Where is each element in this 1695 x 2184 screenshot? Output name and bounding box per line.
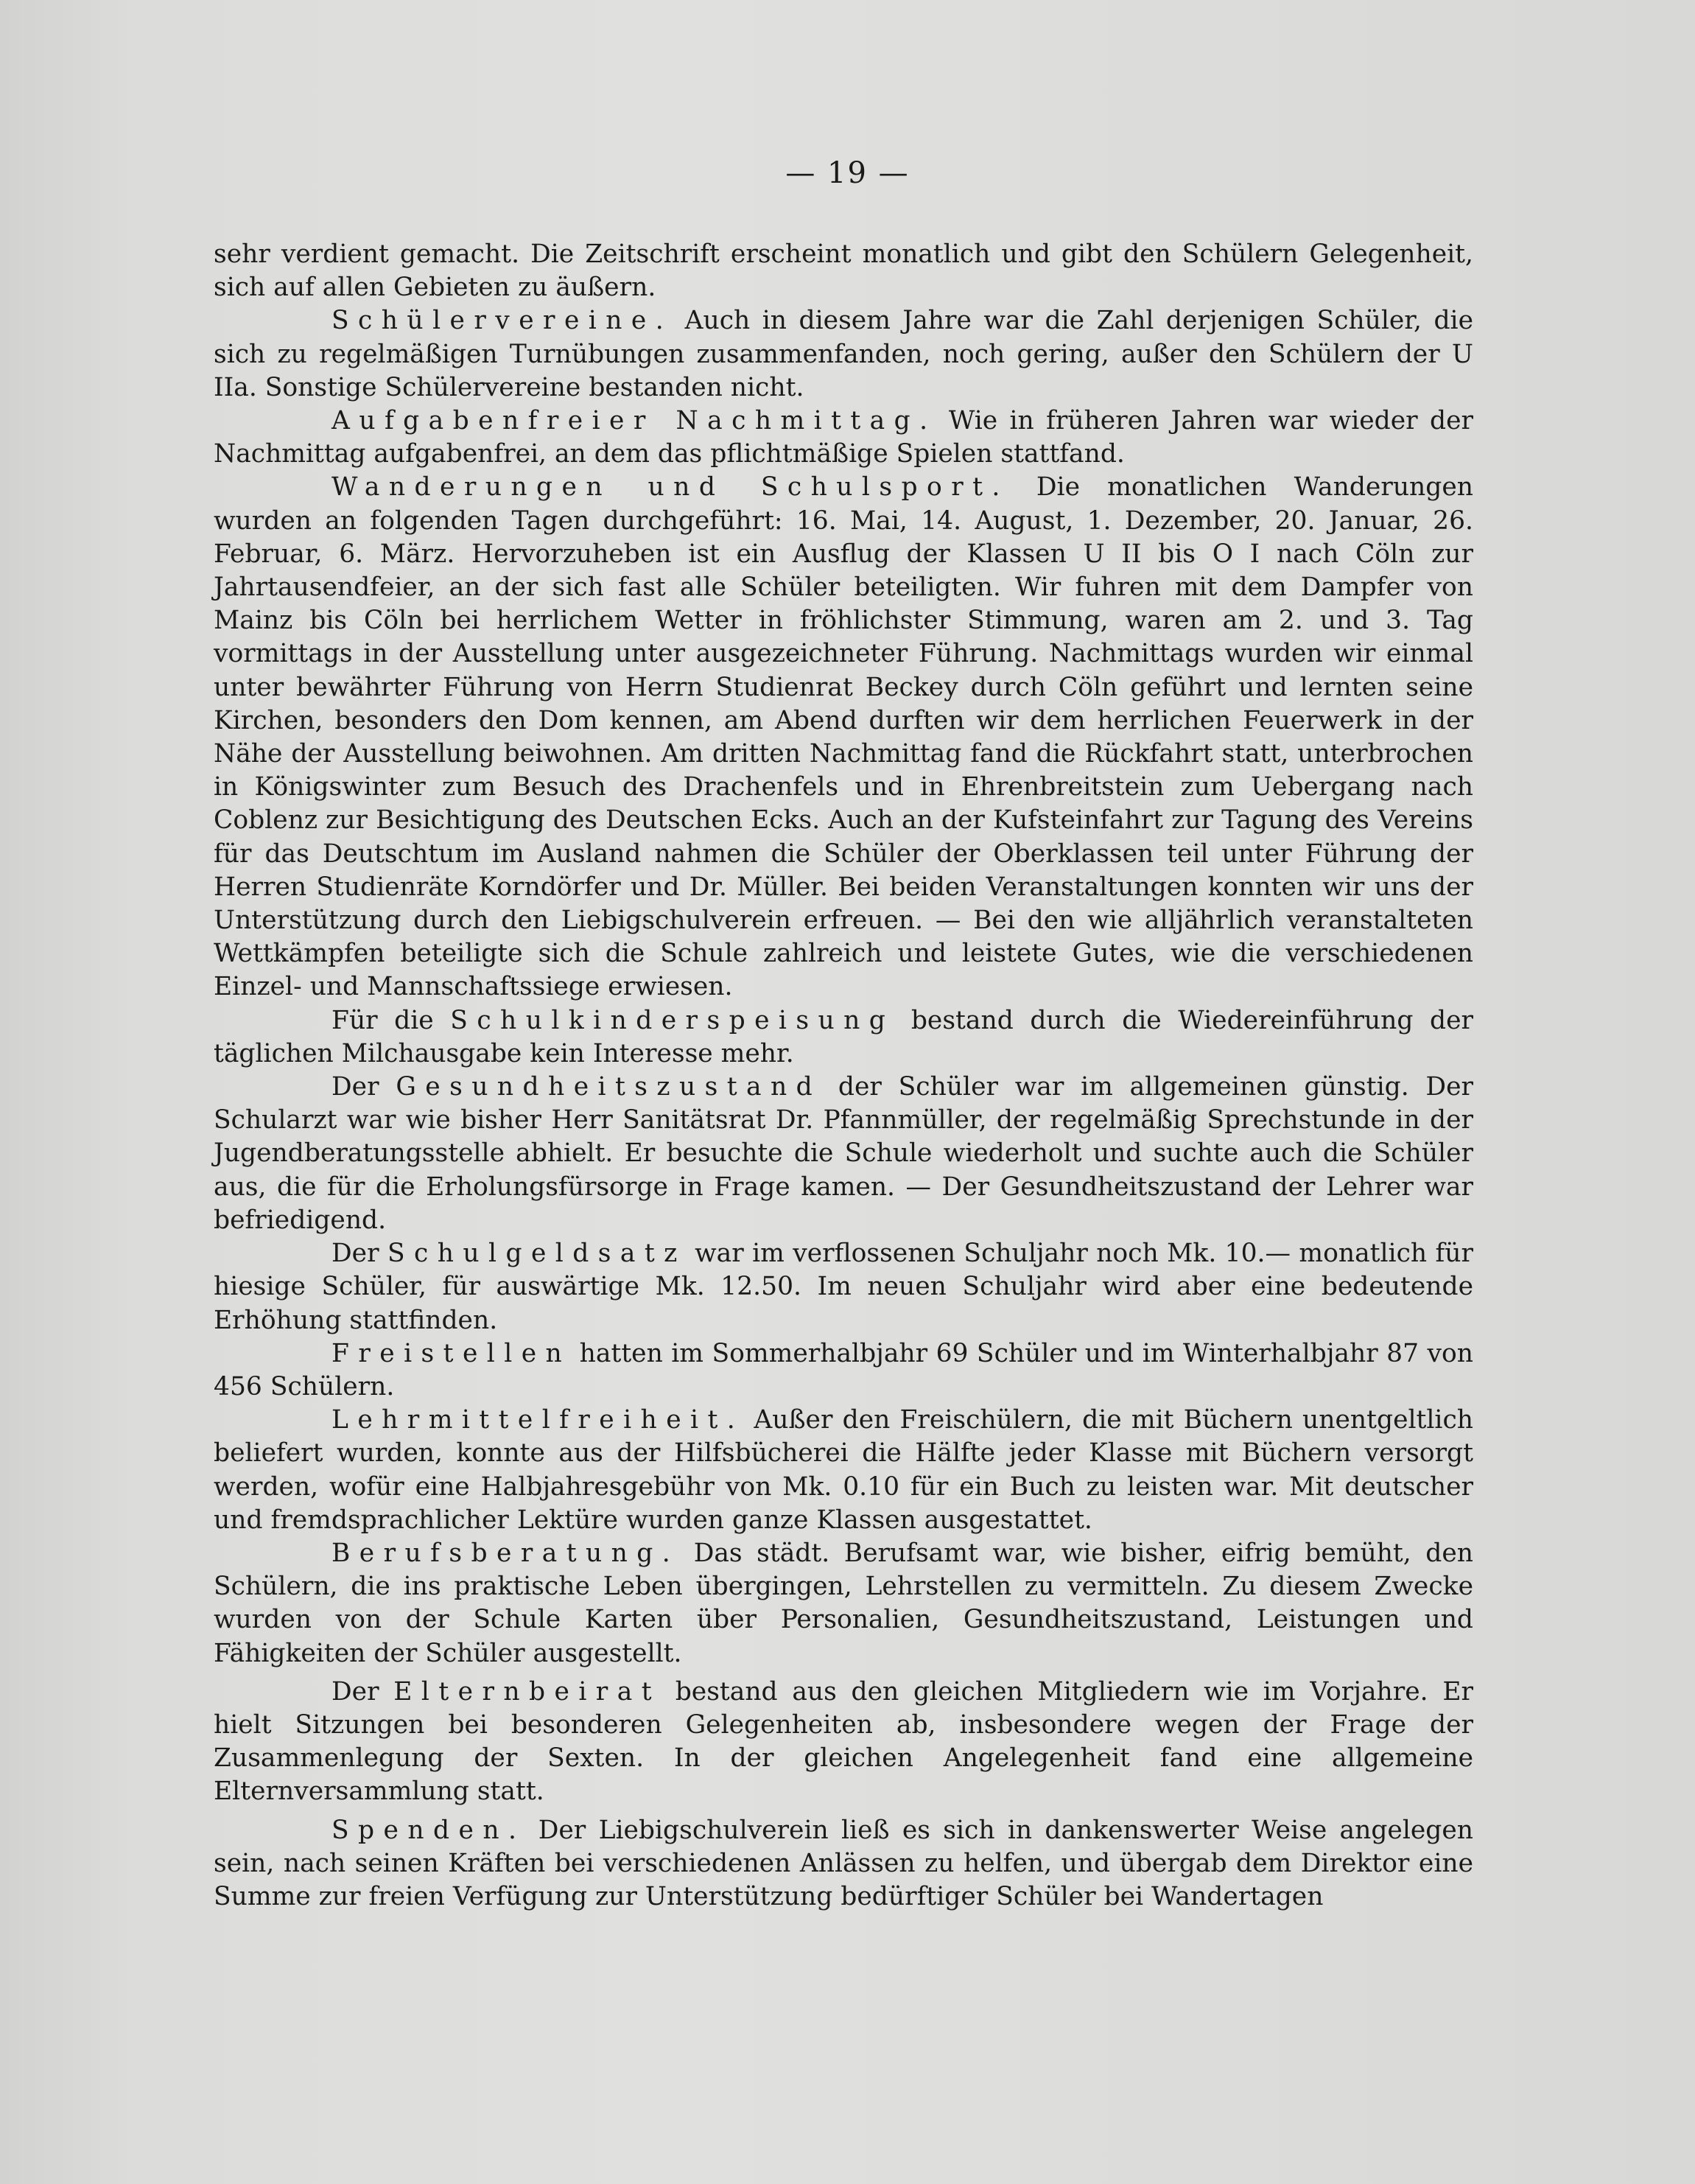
paragraph-prefix: Für die — [331, 1005, 451, 1035]
paragraph-prefix: Der — [331, 1239, 387, 1269]
paragraph-prefix: Der — [331, 1072, 396, 1102]
section-heading: Schülervereine. — [331, 306, 673, 336]
paragraph-lehrmittelfreiheit — [214, 1404, 1473, 1537]
section-heading: Schulkinderspeisung — [450, 1005, 895, 1035]
paragraph-text: der Schüler war im allgemeinen günstig. Der Schularzt war wie bisher Herr Sanitätsrat Dr. Pfannmüller, der regelmäßig Sprechstunde in der Jugendberatungsstelle abhielt. Er besuchte die Schule wiederholt und suchte auch die Schüler aus, die für die Erholungsfürsorge in Frage kamen. — Der Gesundheitszustand der Lehrer war befriedigend. — [214, 1072, 1473, 1235]
section-heading: Wanderungen und Schulsport. — [331, 472, 1009, 503]
section-heading: Gesundheitszustand — [396, 1072, 822, 1102]
paragraph-elternbeirat — [214, 1676, 1473, 1809]
section-heading: Elternbeirat — [393, 1676, 661, 1707]
section-heading: Berufsberatung. — [331, 1538, 680, 1568]
paragraph-schulgeldsatz — [214, 1237, 1473, 1337]
section-heading: Lehrmittelfreiheit. — [331, 1405, 745, 1435]
paragraph-spenden — [214, 1814, 1473, 1914]
body-text — [214, 238, 1473, 1914]
paragraph-text: Auch in diesem Jahre war die Zahl derjenigen Schüler, die sich zu regelmäßigen Turnübungen zusammenfanden, noch gering, außer den Schülern der U IIa. Sonstige Schülervereine bestanden nicht. — [214, 306, 1473, 402]
paragraph-aufgabenfreier-nachmittag — [214, 405, 1473, 471]
paragraph-text: war im verflossenen Schuljahr noch Mk. 10.— monatlich für hiesige Schüler, für auswärtige Mk. 12.50. Im neuen Schuljahr wird aber eine bedeutende Erhöhung stattfinden. — [214, 1239, 1473, 1335]
paragraph-text: bestand durch die Wiedereinführung der täglichen Milchausgabe kein Interesse mehr. — [214, 1005, 1473, 1068]
paragraph-gesundheitszustand — [214, 1071, 1473, 1237]
paragraph-schulkinderspeisung — [214, 1004, 1473, 1071]
page-number: — 19 — — [785, 156, 910, 190]
paragraph-wanderungen — [214, 471, 1473, 1004]
paragraph-text: hatten im Sommerhalbjahr 69 Schüler und im Winterhalbjahr 87 von 456 Schülern. — [214, 1338, 1473, 1401]
paragraph-text: Der Liebigschulverein ließ es sich in dankenswerter Weise angelegen sein, nach seinen Kräften bei verschiedenen Anlässen zu helfen, und übergab dem Direktor eine Summe zur freien Verfügung zur Unterstützung bedürftiger Schüler bei Wandertagen — [214, 1815, 1473, 1911]
section-heading: Spenden. — [331, 1815, 526, 1845]
paragraph-berufsberatung — [214, 1537, 1473, 1670]
paragraph-text: bestand aus den gleichen Mitgliedern wie im Vorjahre. Er hielt Sitzungen bei besonderen Gelegenheiten ab, insbesondere wegen der Frage der Zusammenlegung der Sexten. In der gleichen Angelegenheit fand eine allgemeine Elternversammlung statt. — [214, 1676, 1473, 1807]
paragraph-freistellen — [214, 1337, 1473, 1404]
paragraph-text: Das städt. Berufsamt war, wie bisher, eifrig bemüht, den Schülern, die ins praktische Leben übergingen, Lehrstellen zu vermitteln. Zu diesem Zwecke wurden von der Schule Karten über Personalien, Gesundheitszustand, Leistungen und Fähigkeiten der Schüler ausgestellt. — [214, 1538, 1473, 1668]
paragraph-text: sehr verdient gemacht. Die Zeitschrift erscheint monatlich und gibt den Schülern Gelegenheit, sich auf allen Gebieten zu äußern. — [214, 239, 1473, 303]
paragraph-text: Wie in früheren Jahren war wieder der Nachmittag aufgabenfrei, an dem das pflichtmäßige Spielen stattfand. — [214, 406, 1473, 469]
section-heading: Freistellen — [331, 1338, 572, 1368]
section-heading: Aufgabenfreier Nachmittag. — [331, 406, 937, 436]
section-heading: Schulgeldsatz — [387, 1239, 687, 1269]
paragraph-prefix: Der — [331, 1676, 394, 1707]
paragraph-text: Die monatlichen Wanderungen wurden an folgenden Tagen durchgeführt: 16. Mai, 14. August, 1. Dezember, 20. Januar, 26. Februar, 6. März. Hervorzuheben ist ein Ausflug der Klassen U II bis O I nach Cöln zur Jahrtausendfeier, an der sich fast alle Schüler beteiligten. Wir fuhren mit dem Dampfer von Mainz bis Cöln bei herrlichem Wetter in fröhlichster Stimmung, waren am 2. und 3. Tag vormittags in der Ausstellung unter ausgezeichneter Führung. Nachmittags wurden wir einmal unter bewährter Führung von Herrn Studienrat Beckey durch Cöln geführt und lernten seine Kirchen, besonders den Dom kennen, am Abend durften wir dem herrlichen Feuerwerk in der Nähe der Ausstellung beiwohnen. Am dritten Nachmittag fand die Rückfahrt statt, unterbrochen in Königswinter zum Besuch des Drachenfels und in Ehrenbreitstein zum Uebergang nach Coblenz zur Besichtigung des Deutschen Ecks. Auch an der Kufsteinfahrt zur Tagung des Vereins für das Deutschtum im Ausland nahmen die Schüler der Oberklassen teil unter Führung der Herren Studienräte Korndörfer und Dr. Müller. Bei beiden Veranstaltungen konnten wir uns der Unterstützung durch den Liebigschulverein erfreuen. — Bei den wie alljährlich veranstalteten Wettkämpfen beteiligte sich die Schule zahlreich und leistete Gutes, wie die verschiedenen Einzel- und Mannschaftssiege erwiesen. — [214, 472, 1473, 1002]
paragraph-schuelervereine — [214, 304, 1473, 405]
paragraph-continuation — [214, 238, 1473, 304]
paragraph-text: Außer den Freischülern, die mit Büchern unentgeltlich beliefert wurden, konnte aus der Hilfsbücherei die Hälfte jeder Klasse mit Büchern versorgt werden, wofür eine Halbjahresgebühr von Mk. 0.10 für ein Buch zu leisten war. Mit deutscher und fremdsprachlicher Lektüre wurden ganze Klassen ausgestattet. — [214, 1405, 1473, 1535]
